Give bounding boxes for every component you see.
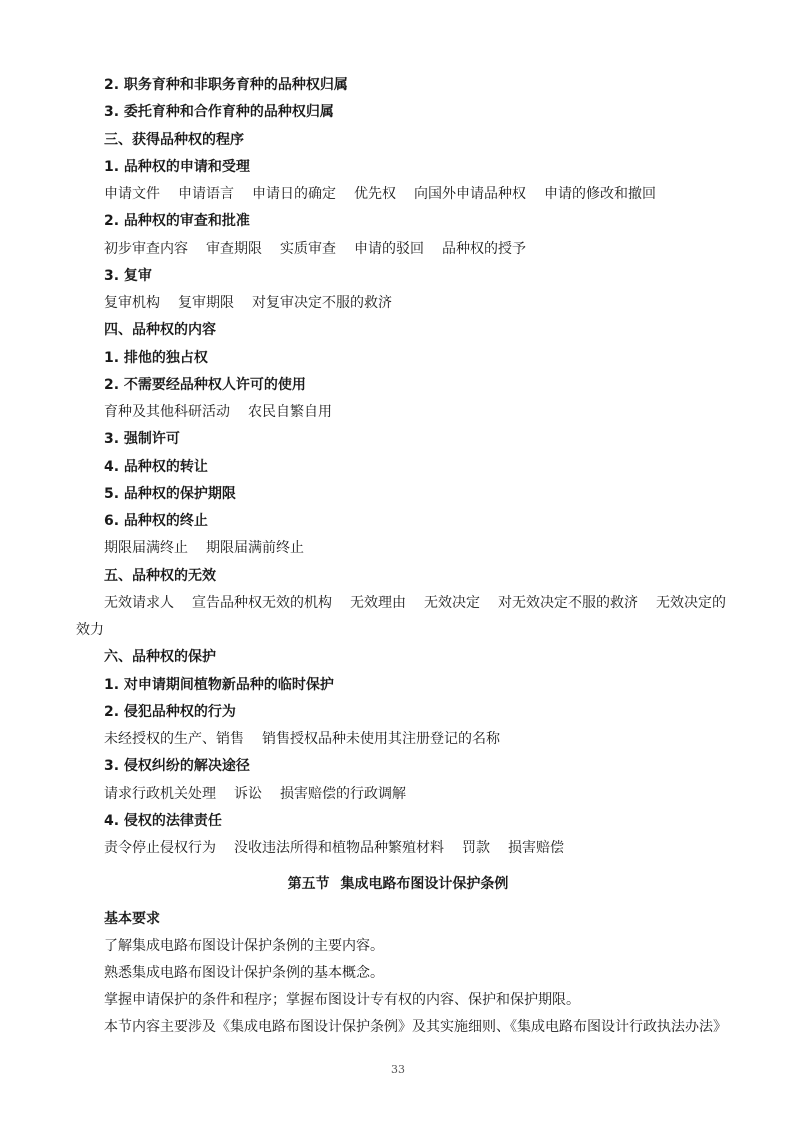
outline-item: 罚款	[462, 840, 490, 856]
outline-heading: 3. 侵权纠纷的解决途径	[104, 758, 250, 775]
outline-item: 无效决定的	[656, 594, 726, 611]
outline-item: 审查期限	[206, 240, 262, 257]
outline-item: 期限届满终止	[104, 540, 188, 557]
outline-heading: 2. 品种权的审查和批准	[104, 213, 250, 230]
section-number: 第五节	[287, 876, 330, 892]
outline-heading: 2. 职务育种和非职务育种的品种权归属	[104, 77, 348, 93]
outline-item: 复审期限	[178, 295, 234, 311]
outline-item: 请求行政机关处理	[104, 785, 216, 802]
outline-item: 诉讼	[234, 785, 262, 802]
outline-items	[0, 185, 796, 203]
outline-item: 对无效决定不服的救济	[498, 594, 638, 611]
outline-item: 申请的修改和撤回	[544, 186, 656, 202]
outline-heading: 1. 排他的独占权	[104, 349, 208, 366]
requirements-heading: 基本要求	[104, 911, 160, 927]
outline-heading: 2. 侵犯品种权的行为	[104, 703, 236, 720]
page-number: 33	[391, 1063, 405, 1076]
outline-item: 育种及其他科研活动	[104, 404, 230, 420]
outline-item: 农民自繁自用	[248, 404, 332, 420]
requirement-line: 掌握申请保护的条件和程序；掌握布图设计专有权的内容、保护和保护期限。	[104, 992, 580, 1008]
outline-heading: 3. 委托育种和合作育种的品种权归属	[104, 104, 334, 121]
wrap-continuation: 效力	[76, 621, 104, 638]
outline-heading: 三、获得品种权的程序	[104, 131, 244, 148]
section-title	[0, 875, 796, 893]
outline-item: 未经授权的生产、销售	[104, 731, 244, 747]
outline-heading: 2. 不需要经品种权人许可的使用	[104, 376, 306, 393]
outline-item: 责令停止侵权行为	[104, 840, 216, 856]
outline-item: 申请的驳回	[354, 240, 424, 257]
outline-item: 宣告品种权无效的机构	[192, 594, 332, 611]
outline-item: 无效决定	[424, 594, 480, 611]
outline-item: 申请语言	[178, 186, 234, 202]
outline-heading: 五、品种权的无效	[104, 567, 216, 584]
outline-item: 损害赔偿的行政调解	[280, 785, 406, 802]
outline-items	[0, 539, 796, 557]
outline-heading: 1. 品种权的申请和受理	[104, 158, 250, 175]
outline-item: 申请文件	[104, 186, 160, 202]
outline-item: 初步审查内容	[104, 240, 188, 257]
outline-items	[0, 785, 796, 803]
outline-item: 向国外申请品种权	[414, 186, 526, 202]
outline-heading: 六、品种权的保护	[104, 649, 216, 666]
outline-item: 申请日的确定	[252, 186, 336, 202]
outline-item: 复审机构	[104, 295, 160, 311]
outline-items-wrapped	[0, 594, 796, 639]
outline-heading: 四、品种权的内容	[104, 322, 216, 339]
requirement-line: 本节内容主要涉及《集成电路布图设计保护条例》及其实施细则、《集成电路布图设计行政执法办法》	[104, 1019, 727, 1035]
outline-item: 销售授权品种未使用其注册登记的名称	[262, 731, 500, 747]
outline-heading: 3. 复审	[104, 267, 152, 284]
outline-items	[0, 839, 796, 857]
requirement-line: 熟悉集成电路布图设计保护条例的基本概念。	[104, 965, 384, 981]
outline-heading: 4. 侵权的法律责任	[104, 812, 222, 829]
outline-item: 没收违法所得和植物品种繁殖材料	[234, 840, 444, 856]
outline-item: 无效理由	[350, 594, 406, 611]
outline-item: 损害赔偿	[508, 840, 564, 856]
outline-heading: 5. 品种权的保护期限	[104, 485, 236, 502]
outline-item: 无效请求人	[104, 594, 174, 611]
outline-item: 品种权的授予	[442, 240, 526, 257]
outline-items	[0, 730, 796, 748]
outline-items	[0, 240, 796, 258]
section-title-text: 集成电路布图设计保护条例	[340, 876, 509, 892]
outline-heading: 6. 品种权的终止	[104, 513, 208, 529]
outline-heading: 1. 对申请期间植物新品种的临时保护	[104, 676, 334, 693]
outline-heading: 4. 品种权的转让	[104, 458, 208, 475]
outline-heading: 3. 强制许可	[104, 431, 180, 448]
wrap-first-line	[0, 594, 796, 612]
outline-item: 对复审决定不服的救济	[252, 295, 392, 311]
outline-items	[0, 403, 796, 421]
outline-item: 实质审查	[280, 240, 336, 257]
outline-item: 期限届满前终止	[206, 540, 304, 557]
outline-items	[0, 294, 796, 312]
requirement-line: 了解集成电路布图设计保护条例的主要内容。	[104, 938, 384, 954]
outline-item: 优先权	[354, 186, 396, 202]
